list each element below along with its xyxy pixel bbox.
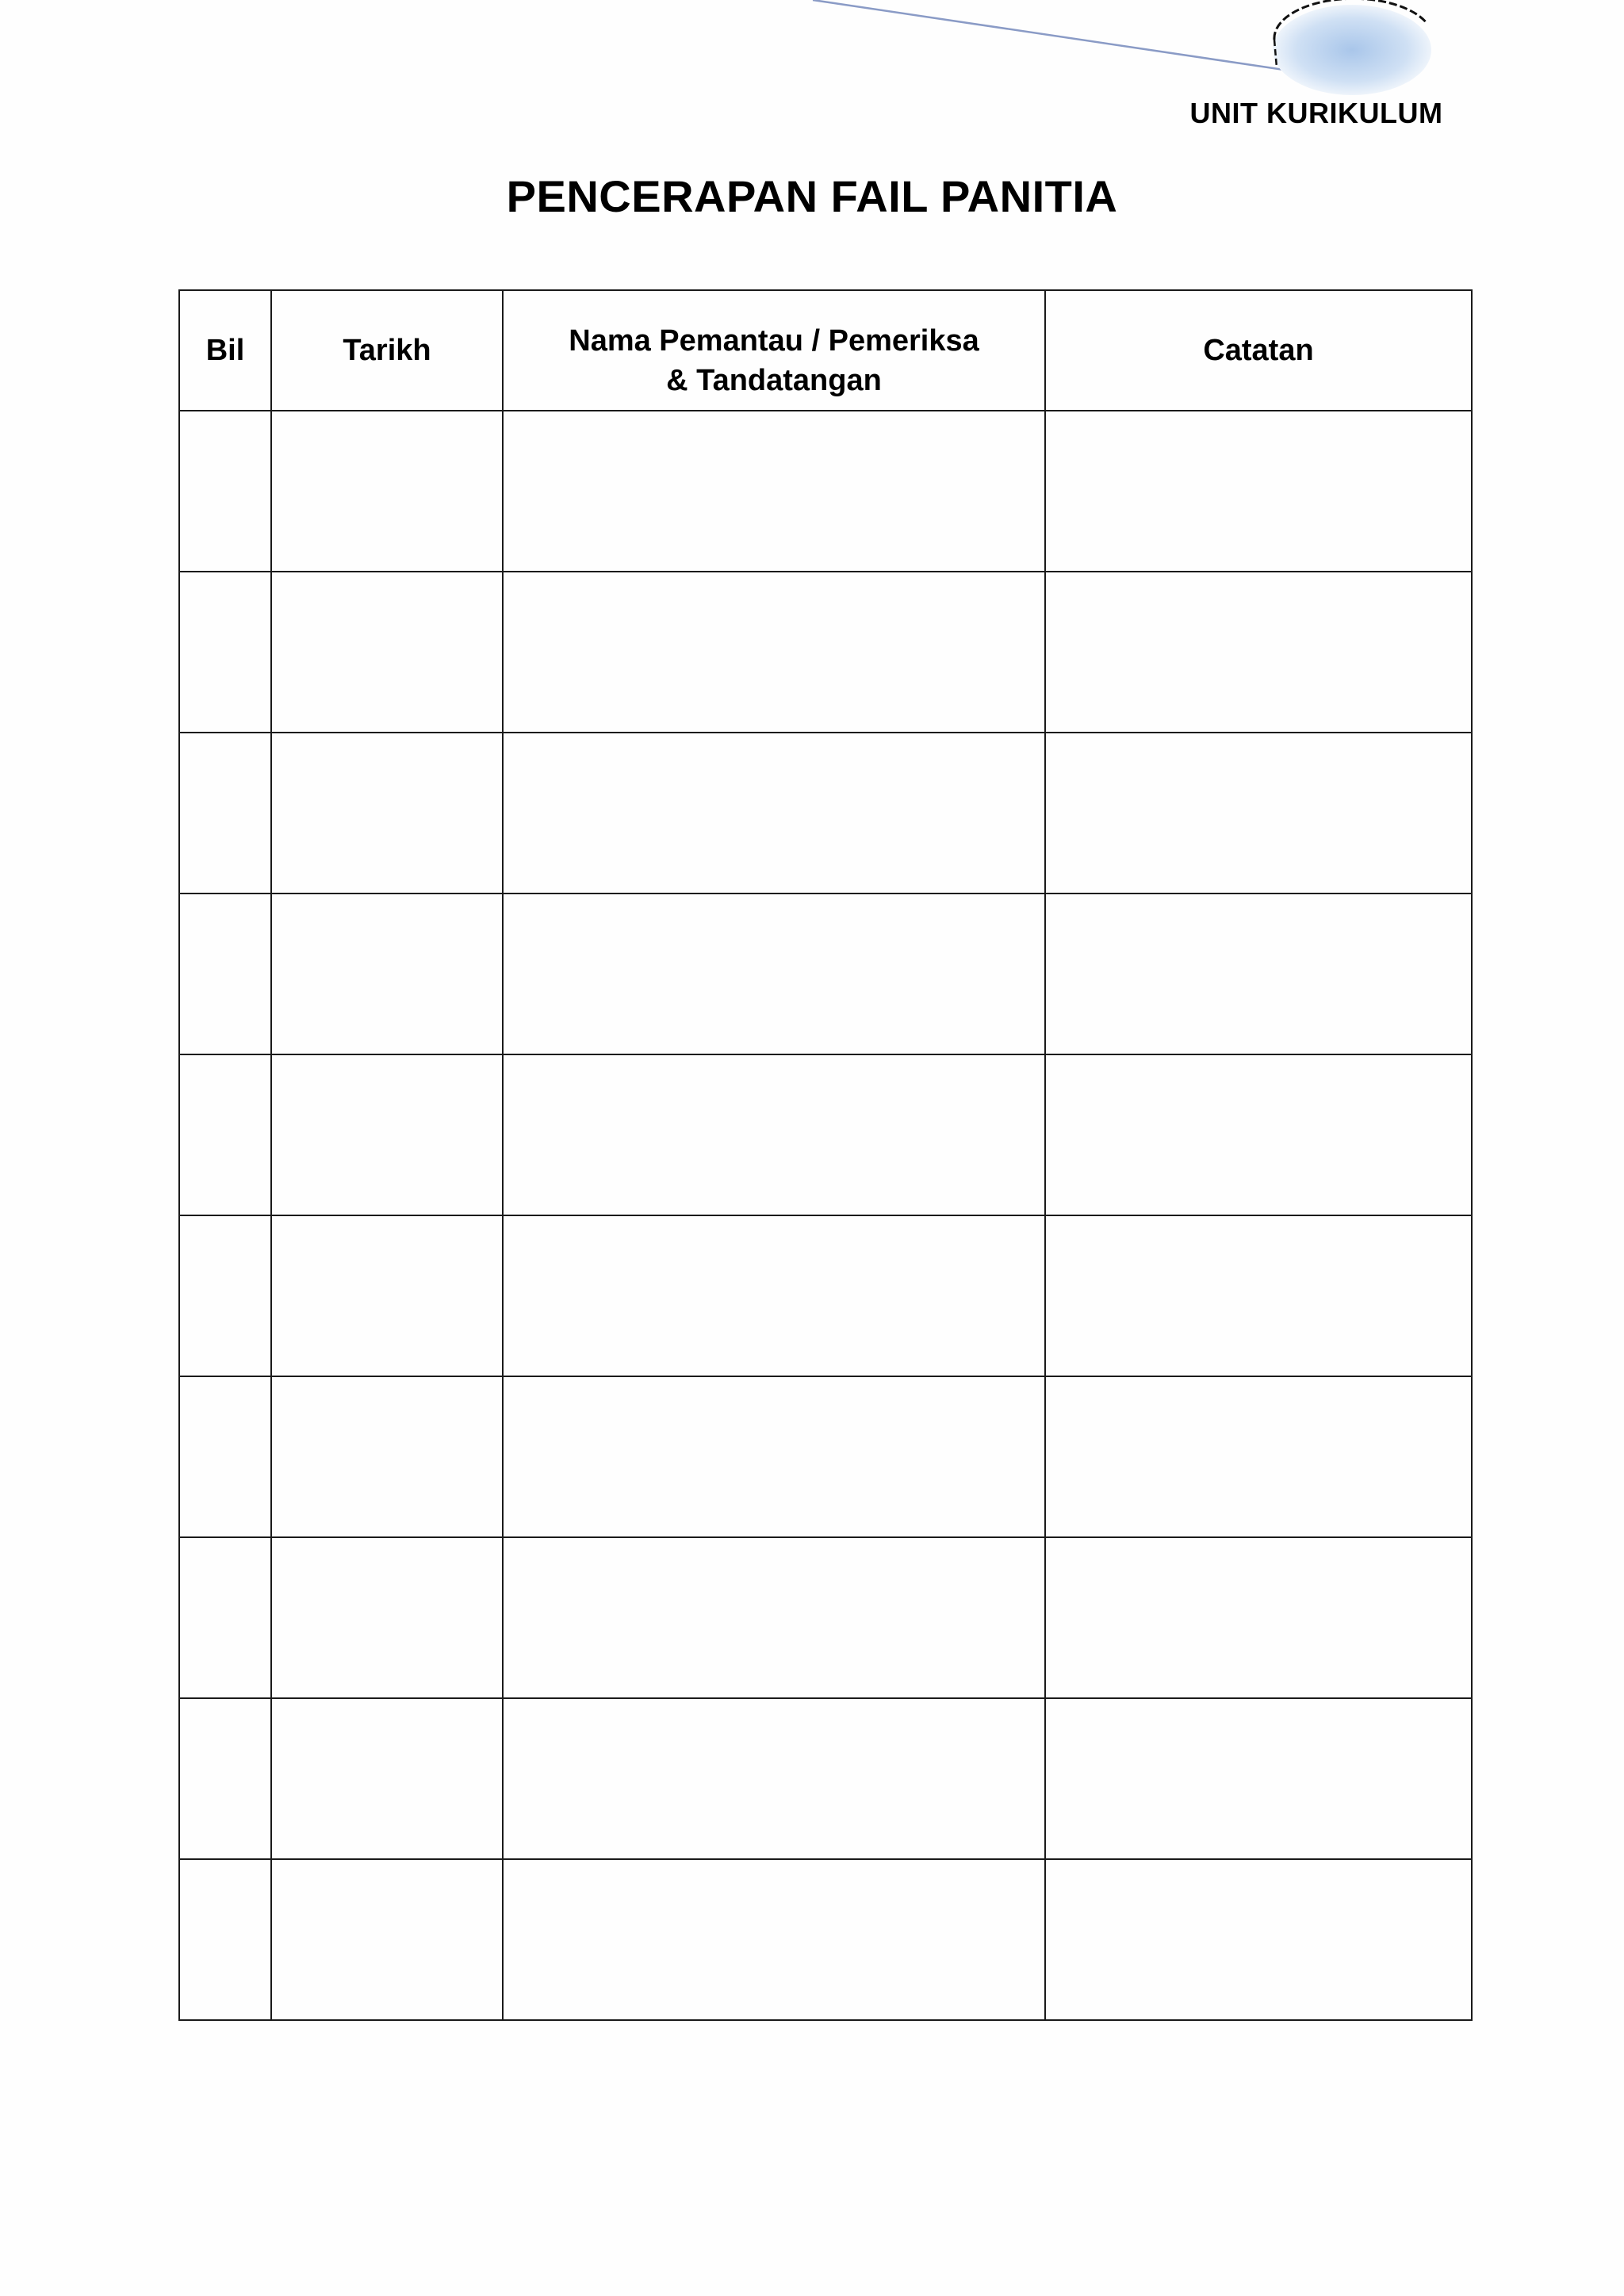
table-cell-tarikh[interactable] bbox=[271, 411, 503, 572]
table-cell-nama[interactable] bbox=[503, 733, 1045, 894]
table-cell-bil[interactable] bbox=[179, 733, 271, 894]
logo-ellipse-icon bbox=[1273, 5, 1431, 95]
table-cell-bil[interactable] bbox=[179, 1054, 271, 1215]
table-cell-catatan[interactable] bbox=[1045, 1376, 1472, 1537]
table-cell-catatan[interactable] bbox=[1045, 894, 1472, 1054]
table-cell-nama[interactable] bbox=[503, 1376, 1045, 1537]
table-cell-bil[interactable] bbox=[179, 1698, 271, 1859]
unit-label: UNIT KURIKULUM bbox=[1189, 97, 1443, 129]
table-cell-tarikh[interactable] bbox=[271, 1215, 503, 1376]
table-row bbox=[179, 1537, 1472, 1698]
column-header-catatan: Catatan bbox=[1045, 290, 1472, 411]
table-cell-bil[interactable] bbox=[179, 1537, 271, 1698]
table-row bbox=[179, 1859, 1472, 2020]
table-cell-catatan[interactable] bbox=[1045, 1859, 1472, 2020]
column-header-nama-line2: & Tandatangan bbox=[666, 364, 882, 397]
table-cell-nama[interactable] bbox=[503, 1054, 1045, 1215]
table-row bbox=[179, 1215, 1472, 1376]
column-header-bil: Bil bbox=[179, 290, 271, 411]
table-row bbox=[179, 894, 1472, 1054]
table-cell-catatan[interactable] bbox=[1045, 1054, 1472, 1215]
table-cell-bil[interactable] bbox=[179, 572, 271, 733]
page-title: PENCERAPAN FAIL PANITIA bbox=[506, 171, 1118, 221]
table-cell-bil[interactable] bbox=[179, 1215, 271, 1376]
table-row bbox=[179, 1698, 1472, 1859]
observation-table bbox=[178, 289, 1473, 2021]
table-cell-catatan[interactable] bbox=[1045, 572, 1472, 733]
table-cell-tarikh[interactable] bbox=[271, 1859, 503, 2020]
table-body bbox=[179, 411, 1472, 2020]
table-cell-bil[interactable] bbox=[179, 894, 271, 1054]
column-header-nama bbox=[503, 290, 1045, 411]
decorative-logo-graphic bbox=[0, 0, 1624, 159]
table-cell-nama[interactable] bbox=[503, 1215, 1045, 1376]
table-cell-nama[interactable] bbox=[503, 1537, 1045, 1698]
table-cell-tarikh[interactable] bbox=[271, 572, 503, 733]
table-cell-catatan[interactable] bbox=[1045, 1698, 1472, 1859]
table-row bbox=[179, 572, 1472, 733]
table-cell-bil[interactable] bbox=[179, 1859, 271, 2020]
table-cell-catatan[interactable] bbox=[1045, 1215, 1472, 1376]
table-cell-nama[interactable] bbox=[503, 572, 1045, 733]
table-cell-tarikh[interactable] bbox=[271, 1537, 503, 1698]
table-cell-tarikh[interactable] bbox=[271, 1698, 503, 1859]
table-row bbox=[179, 1054, 1472, 1215]
table-row bbox=[179, 1376, 1472, 1537]
table-row bbox=[179, 733, 1472, 894]
column-header-tarikh: Tarikh bbox=[271, 290, 503, 411]
table-cell-tarikh[interactable] bbox=[271, 733, 503, 894]
table-cell-nama[interactable] bbox=[503, 1859, 1045, 2020]
table-row bbox=[179, 411, 1472, 572]
table-cell-tarikh[interactable] bbox=[271, 1376, 503, 1537]
table-cell-nama[interactable] bbox=[503, 894, 1045, 1054]
table-cell-nama[interactable] bbox=[503, 411, 1045, 572]
table-cell-bil[interactable] bbox=[179, 1376, 271, 1537]
table-cell-catatan[interactable] bbox=[1045, 411, 1472, 572]
table-header-row bbox=[179, 290, 1472, 411]
table-cell-tarikh[interactable] bbox=[271, 1054, 503, 1215]
table-cell-tarikh[interactable] bbox=[271, 894, 503, 1054]
table-cell-bil[interactable] bbox=[179, 411, 271, 572]
table-cell-catatan[interactable] bbox=[1045, 733, 1472, 894]
column-header-nama-line1: Nama Pemantau / Pemeriksa bbox=[569, 324, 979, 358]
table-cell-nama[interactable] bbox=[503, 1698, 1045, 1859]
decorative-connector-line bbox=[813, 0, 1348, 79]
table-cell-catatan[interactable] bbox=[1045, 1537, 1472, 1698]
